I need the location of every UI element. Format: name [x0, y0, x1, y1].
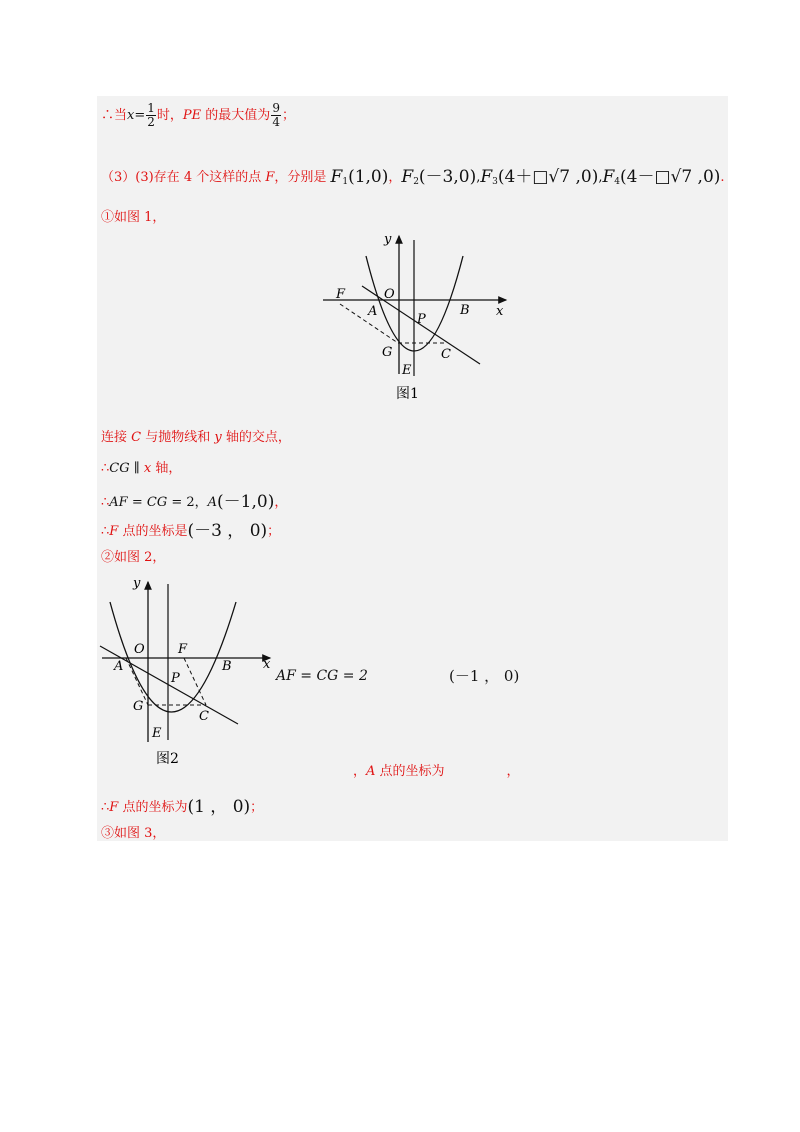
- label-e: E: [152, 726, 162, 741]
- figure-2-caption: 图2: [156, 751, 179, 767]
- coord-a: (－1,0): [217, 492, 275, 512]
- label-e: E: [402, 363, 412, 378]
- label-a: A: [114, 659, 124, 674]
- figure-2: [98, 572, 278, 768]
- equals: =: [134, 108, 146, 123]
- case-3-heading: ③如图 3，: [101, 826, 166, 841]
- point-f1: F: [330, 167, 343, 187]
- subscript: 3: [492, 177, 498, 187]
- denominator: 4: [272, 115, 280, 129]
- subscript: 2: [413, 177, 419, 187]
- text: ；: [281, 108, 295, 123]
- coord-f1: (1,0): [348, 167, 389, 187]
- text: 轴的交点，: [221, 430, 291, 445]
- text: ,: [598, 170, 603, 185]
- therefore: ∴: [101, 524, 110, 539]
- label-g: G: [382, 345, 393, 360]
- coord-f2: (－3,0): [418, 167, 477, 187]
- label-p: P: [417, 312, 426, 327]
- point-f2: F: [401, 167, 414, 187]
- dashed-ag: [126, 658, 148, 705]
- side-equation: AF = CG = 2: [276, 668, 368, 684]
- coord-f: (1 ， 0): [187, 797, 251, 817]
- var-a: A: [207, 495, 218, 510]
- text: 的最大值为: [201, 108, 271, 123]
- text: .: [720, 170, 725, 185]
- equals: =: [127, 495, 147, 510]
- var-cg: CG: [109, 461, 130, 476]
- para-a-coord: [353, 760, 520, 779]
- coord-f: (－3 ， 0): [187, 521, 268, 541]
- parallel: ∥: [129, 461, 144, 476]
- text: 与抛物线和: [141, 430, 215, 445]
- parabola: [110, 602, 236, 712]
- text: ，: [274, 495, 288, 510]
- text: 点的坐标为: [375, 764, 445, 779]
- label-a: A: [368, 304, 378, 319]
- text: ，分别是: [274, 170, 331, 185]
- line-max-value: [101, 102, 295, 129]
- point-f3: F: [480, 167, 493, 187]
- equals-two: = 2，: [167, 495, 208, 510]
- label-g: G: [133, 699, 144, 714]
- var-pe: PE: [182, 108, 202, 123]
- figure-1: [318, 228, 518, 406]
- para-f-coord-1: [101, 516, 280, 541]
- text: （3）(3)存在 4 个这样的点: [101, 170, 266, 185]
- var-f: F: [109, 800, 119, 815]
- para-connect: [101, 426, 291, 445]
- label-p: P: [171, 671, 180, 686]
- case-1-heading: ①如图 1，: [101, 210, 166, 225]
- label-y: y: [133, 576, 141, 591]
- label-c: C: [441, 347, 451, 362]
- var-y: y: [214, 430, 222, 445]
- var-a: A: [366, 764, 376, 779]
- text: 连接: [101, 430, 132, 445]
- line-four-points: [101, 162, 725, 187]
- coord-f3: (4＋□√7 ,0): [497, 167, 599, 187]
- text: ，: [506, 764, 520, 779]
- label-b: B: [222, 659, 232, 674]
- point-f4: F: [602, 167, 615, 187]
- label-o: O: [134, 642, 145, 657]
- figure-1-caption: 图1: [396, 386, 419, 402]
- text: ，: [388, 170, 402, 185]
- var-x: x: [143, 461, 152, 476]
- label-c: C: [199, 709, 209, 724]
- para-f-coord-2: [101, 792, 263, 817]
- fraction-one-half: [146, 102, 156, 129]
- label-x: x: [496, 304, 504, 319]
- side-coordinate: (－1 ， 0): [449, 667, 520, 685]
- therefore: ∴: [101, 495, 110, 510]
- fraction-nine-quarters: [271, 102, 281, 129]
- numerator: 1: [147, 101, 155, 115]
- para-cg-parallel: [101, 457, 181, 476]
- var-x: x: [127, 108, 135, 123]
- dashed-fc: [184, 658, 206, 705]
- var-c: C: [131, 430, 142, 445]
- var-f: F: [109, 524, 119, 539]
- subscript: 4: [614, 177, 620, 187]
- therefore: ∴: [101, 800, 110, 815]
- label-y: y: [384, 232, 392, 247]
- label-o: O: [384, 287, 395, 302]
- label-b: B: [460, 303, 470, 318]
- text: 时，: [156, 108, 183, 123]
- var-f: F: [265, 170, 275, 185]
- text: 轴，: [151, 461, 182, 476]
- text: 点的坐标是: [118, 524, 188, 539]
- case-2-heading: ②如图 2，: [101, 550, 166, 565]
- label-x: x: [263, 657, 271, 672]
- label-f: F: [178, 642, 188, 657]
- text: ,: [476, 170, 481, 185]
- text: ；: [250, 800, 264, 815]
- therefore: ∴: [101, 461, 110, 476]
- text: 点的坐标为: [118, 800, 188, 815]
- denominator: 2: [147, 115, 155, 129]
- text: ；: [267, 524, 281, 539]
- para-af-cg: [101, 487, 287, 512]
- numerator: 9: [272, 101, 280, 115]
- subscript: 1: [342, 177, 349, 187]
- label-f: F: [336, 287, 346, 302]
- var-af: AF: [109, 495, 128, 510]
- coord-f4: (4－□√7 ,0): [620, 167, 721, 187]
- text: ，: [353, 764, 367, 779]
- var-cg: CG: [146, 495, 168, 510]
- text: ∴当: [101, 108, 128, 123]
